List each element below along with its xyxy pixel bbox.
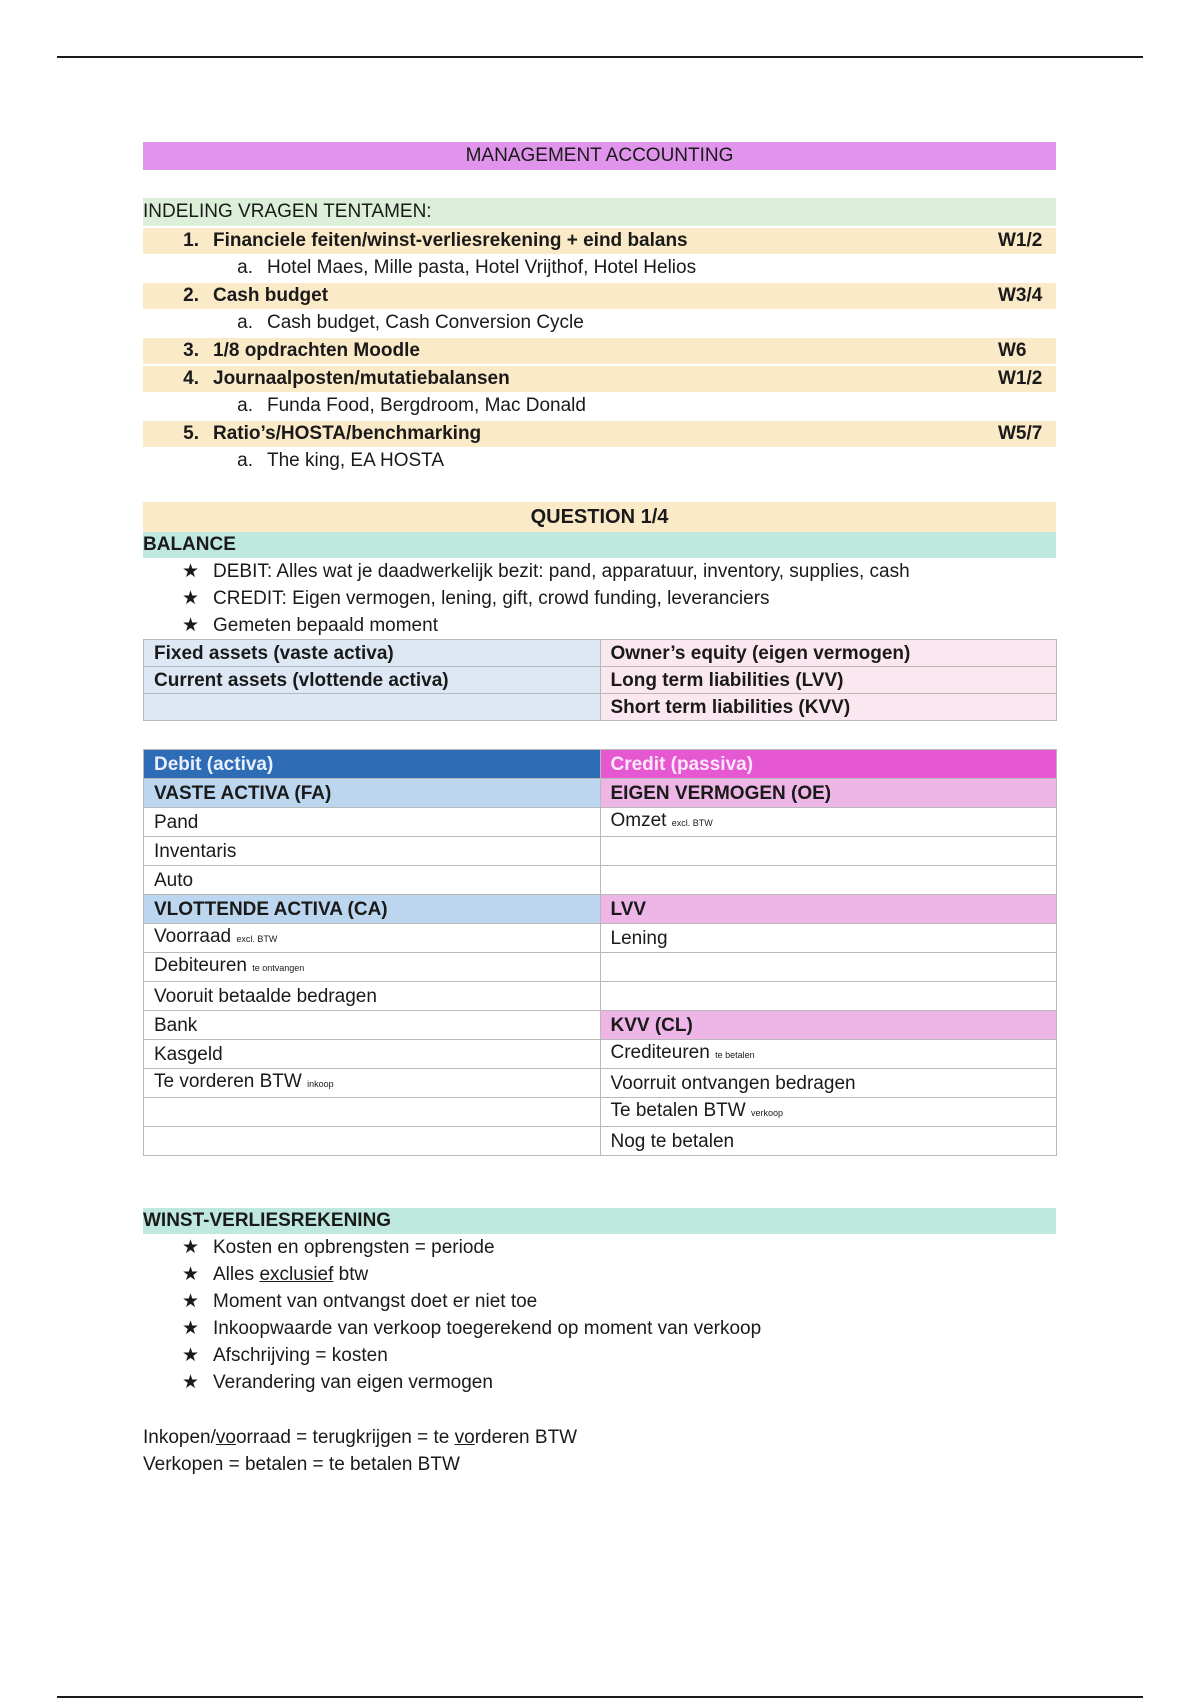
debit-header: Debit (activa) [144,750,601,779]
item-week: W6 [998,340,1027,361]
star-icon: ★ [181,588,199,609]
debit-note: te ontvangen [252,963,305,973]
table-row [144,953,1057,982]
credit-label: Voorruit ontvangen bedragen [610,1072,856,1094]
sub-item [143,393,1056,419]
bullet-text: DEBIT: Alles wat je daadwerkelijk bezit: pand, apparatuur, inventory, supplies, cash [213,561,910,582]
summary-debit-cell: Current assets (vlottende activa) [144,667,601,694]
bullet-text: Inkoopwaarde van verkoop toegerekend op moment van verkoop [213,1318,762,1339]
debit-cell [144,1127,601,1156]
table-row [144,837,1057,866]
list-item [143,1369,1056,1396]
debit-label: Inventaris [154,840,237,862]
item-week: W5/7 [998,423,1043,444]
star-icon: ★ [181,561,199,582]
sub-text: The king, EA HOSTA [267,450,445,471]
debit-cell [144,982,601,1011]
star-icon: ★ [181,615,199,636]
item-week: W3/4 [998,285,1043,306]
item-text: 1/8 opdrachten Moodle [213,340,420,361]
table-row [144,667,1057,694]
debit-label: Vooruit betaalde bedragen [154,985,377,1007]
star-icon: ★ [181,1264,199,1285]
debit-cell [144,866,601,895]
bullet-text: Afschrijving = kosten [213,1345,388,1366]
bullet-text: Kosten en opbrengsten = periode [213,1237,495,1258]
debit-cell [144,808,601,837]
credit-cell [600,924,1057,953]
item-text: Ratio’s/HOSTA/benchmarking [213,423,482,444]
balance-summary-table [143,639,1057,721]
list-item [143,612,1056,639]
credit-label: KVV (CL) [610,1014,693,1036]
item-number: 1. [183,230,199,251]
sub-item [143,448,1056,474]
document-body [143,142,1056,1478]
bullet-text: Alles exclusief btw [213,1264,369,1285]
star-icon: ★ [181,1291,199,1312]
debit-label: Voorraad [154,926,232,947]
credit-label: Te betalen BTW [610,1100,746,1121]
item-week: W1/2 [998,368,1043,389]
debit-cell [144,1098,601,1127]
item-text: Cash budget [213,285,329,306]
sub-text: Cash budget, Cash Conversion Cycle [267,312,584,333]
debit-label: Auto [154,869,194,891]
item-week: W1/2 [998,230,1043,251]
credit-label: LVV [610,898,647,920]
bullet-text: Verandering van eigen vermogen [213,1372,493,1393]
list-item [143,1234,1056,1261]
table-row [144,1040,1057,1069]
list-item [143,283,1056,309]
item-number: 2. [183,285,199,306]
star-icon: ★ [181,1237,199,1258]
list-item [143,421,1056,447]
bottom-rule [57,1696,1143,1698]
table-header-row [144,750,1057,779]
table-row [144,1127,1057,1156]
item-text: Financiele feiten/winst-verliesrekening + eind balans [213,230,688,251]
table-row [144,640,1057,667]
wv-heading: WINST-VERLIESREKENING [143,1208,1056,1234]
balance-bullets [143,558,1056,639]
credit-cell [600,1127,1057,1156]
credit-cell [600,837,1057,866]
debit-cell [144,924,601,953]
credit-cell [600,1098,1057,1127]
summary-debit-cell: Fixed assets (vaste activa) [144,640,601,667]
top-rule [57,56,1143,58]
summary-credit-cell: Short term liabilities (KVV) [600,694,1057,721]
document-title: MANAGEMENT ACCOUNTING [143,142,1056,170]
table-row [144,982,1057,1011]
balance-heading: BALANCE [143,532,1056,558]
credit-cell [600,1069,1057,1098]
item-number: 5. [183,423,199,444]
wv-bullets [143,1234,1056,1396]
debit-label: Kasgeld [154,1043,223,1065]
debit-label: Bank [154,1014,198,1036]
list-item [143,1315,1056,1342]
bullet-text: Moment van ontvangst doet er niet toe [213,1291,538,1312]
table-row [144,866,1057,895]
debit-label: VASTE ACTIVA (FA) [154,782,332,804]
credit-cell [600,1040,1057,1069]
debit-note: excl. BTW [236,934,278,944]
list-item [143,338,1056,364]
table-row [144,808,1057,837]
list-item [143,558,1056,585]
indeling-list [143,228,1056,474]
bullet-text: Gemeten bepaald moment [213,615,438,636]
equation-verkopen: Verkopen = betalen = te betalen BTW [143,1454,460,1475]
debit-cell [144,895,601,924]
bullet-text: CREDIT: Eigen vermogen, lening, gift, crowd funding, leveranciers [213,588,770,609]
credit-note: excl. BTW [671,818,713,828]
table-row [144,779,1057,808]
debit-cell [144,953,601,982]
indeling-heading: INDELING VRAGEN TENTAMEN: [143,198,1056,226]
list-item [143,1261,1056,1288]
sub-letter: a. [237,257,253,278]
debit-label: Pand [154,811,199,833]
table-row [144,694,1057,721]
star-icon: ★ [181,1372,199,1393]
debit-cell [144,1011,601,1040]
credit-cell [600,982,1057,1011]
summary-credit-cell: Long term liabilities (LVV) [600,667,1057,694]
credit-label: Omzet [610,810,667,831]
star-icon: ★ [181,1318,199,1339]
credit-header: Credit (passiva) [600,750,1057,779]
equation-inkopen: Inkopen/voorraad = terugkrijgen = te vorderen BTW [143,1427,578,1448]
balance-detail-table [143,749,1057,1156]
credit-label: Nog te betalen [610,1130,735,1152]
debit-cell [144,1069,601,1098]
credit-cell [600,895,1057,924]
table-row [144,1011,1057,1040]
credit-note: te betalen [715,1050,755,1060]
credit-label: Crediteuren [610,1042,710,1063]
debit-note: inkoop [307,1079,334,1089]
credit-note: verkoop [750,1108,783,1118]
credit-cell [600,1011,1057,1040]
table-row [144,1098,1057,1127]
sub-text: Hotel Maes, Mille pasta, Hotel Vrijthof, Hotel Helios [267,257,697,278]
list-item [143,585,1056,612]
sub-letter: a. [237,312,253,333]
item-text: Journaalposten/mutatiebalansen [213,368,510,389]
sub-letter: a. [237,395,253,416]
item-number: 4. [183,368,199,389]
credit-label: EIGEN VERMOGEN (OE) [610,782,832,804]
sub-letter: a. [237,450,253,471]
credit-label: Lening [610,927,668,949]
debit-label: Te vorderen BTW [154,1071,302,1092]
list-item [143,366,1056,392]
credit-cell [600,953,1057,982]
sub-item [143,255,1056,281]
list-item [143,228,1056,254]
sub-text: Funda Food, Bergdroom, Mac Donald [267,395,586,416]
summary-debit-cell [144,694,601,721]
debit-label: VLOTTENDE ACTIVA (CA) [154,898,388,920]
list-item [143,1342,1056,1369]
debit-label: Debiteuren [154,955,247,976]
table-row [144,1069,1057,1098]
item-number: 3. [183,340,199,361]
table-row [144,895,1057,924]
credit-cell [600,866,1057,895]
star-icon: ★ [181,1345,199,1366]
debit-cell [144,837,601,866]
debit-cell [144,779,601,808]
credit-cell [600,808,1057,837]
credit-cell [600,779,1057,808]
debit-cell [144,1040,601,1069]
list-item [143,1288,1056,1315]
question-heading: QUESTION 1/4 [143,502,1056,532]
summary-credit-cell: Owner’s equity (eigen vermogen) [600,640,1057,667]
sub-item [143,310,1056,336]
table-row [144,924,1057,953]
